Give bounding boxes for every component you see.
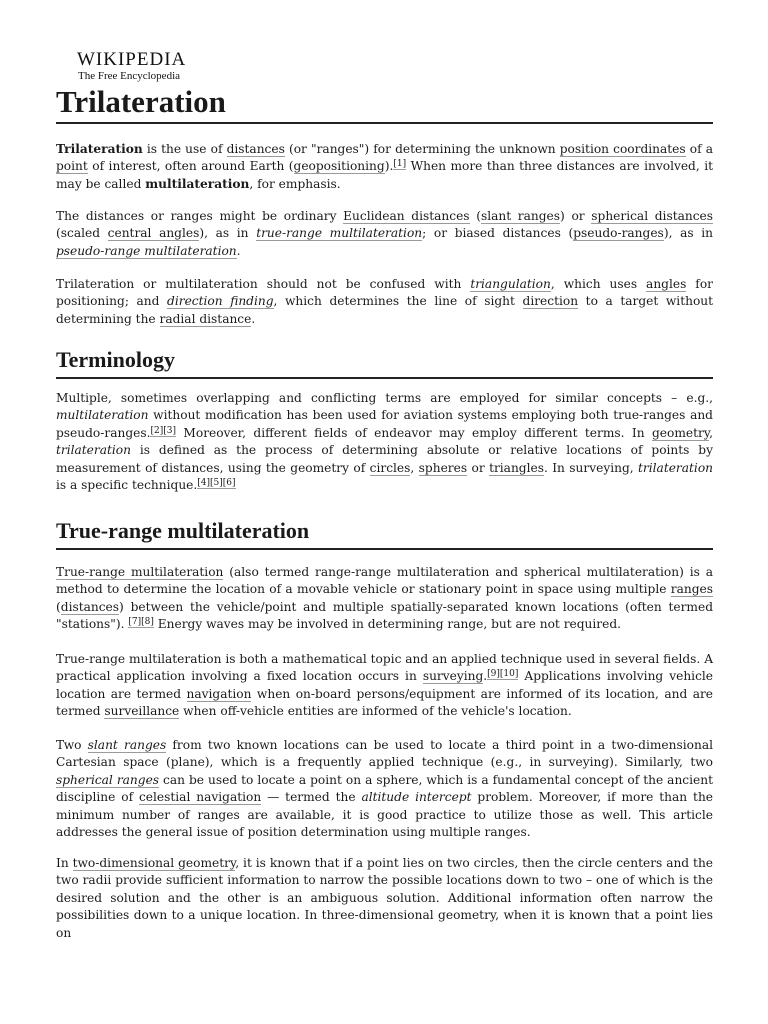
citation-2[interactable]: [2] [150,425,164,436]
link-direction[interactable]: direction [522,294,579,309]
trm-section-3 [56,737,713,841]
link-point[interactable]: point [56,159,88,174]
link-euclidean-distances[interactable]: Euclidean distances [343,209,470,223]
link-slant-ranges[interactable]: slant ranges [87,738,167,752]
logo-wordmark: WIKIPEDIA [77,49,187,70]
wikipedia-logo[interactable] [77,50,186,82]
link-spherical-ranges[interactable]: spherical ranges [56,772,160,787]
page-title: Trilateration [56,84,713,124]
terminology-section [56,346,713,494]
link-navigation[interactable]: navigation [186,686,252,701]
trm-paragraph-4: In two-dimensional geometry, it is known that if a point lies on two circles, then the circle centers and the two radii provide sufficient information to narrow the possible locations down to two – one of which is the desired solution and the other is an ambiguous solution. Additional information often narrow the possibilities down to a unique location. In three-dimensional geometry, when it is known that a point lies on [56,856,714,940]
link-distances[interactable]: distances [60,599,120,614]
link-distances[interactable]: distances [226,142,285,156]
trm-paragraph-1: True-range multilateration (also termed range-range multilateration and spherical multilateration) is a method to determine the location of a movable vehicle or stationary point in space using multiple ranges (distances) between the vehicle/point and multiple spatially-separated known locations (often termed "stations"). [7][8] Energy waves may be involved in determining range, but are not required. [56,565,713,632]
link-direction-finding[interactable]: direction finding [167,294,274,309]
link-ranges[interactable]: ranges [670,582,713,597]
intro-section [56,141,713,193]
bold-term: multilateration [145,176,250,191]
link-triangulation[interactable]: triangulation [470,277,551,291]
trm-section-4 [56,855,713,942]
true-range-section [56,517,713,634]
link-geopositioning[interactable]: geopositioning [293,159,385,174]
link-slant-ranges[interactable]: slant ranges [480,209,561,223]
trm-paragraph-3: Two slant ranges from two known locations can be used to locate a third point in a two-dimensional Cartesian space (plane), which is a frequently applied technique (e.g., in surveying). Similarly, two spherical ranges can be used to locate a point on a sphere, which is a fundamental concept of the ancient discipline of celestial navigation — termed the altitude intercept problem. Moreover, if more than the minimum number of ranges are available, it is good practice to utilize those as well. This article addresses the general issue of position determination using multiple ranges. [56,738,714,840]
link-surveillance[interactable]: surveillance [104,704,180,719]
link-circles[interactable]: circles [369,460,411,475]
citation-6[interactable]: [6] [222,478,236,489]
link-triangles[interactable]: triangles [489,460,544,475]
trm-section-2 [56,651,713,721]
link-angles[interactable]: angles [646,277,687,291]
citation-5[interactable]: [5] [210,478,223,489]
link-position-coordinates[interactable]: position coordinates [559,142,686,156]
link-spherical-distances[interactable]: spherical distances [591,209,714,223]
citation-3[interactable]: [3] [163,425,176,436]
citation-4[interactable]: [4] [197,478,211,489]
intro-paragraph-2: The distances or ranges might be ordinary Euclidean distances (slant ranges) or spherical distances (scaled central angles), as in true-range multilateration; or biased distances (pseudo-ranges), as in pseudo-range multilateration. [56,209,714,258]
link-true-range-multilateration[interactable]: true-range multilateration [256,226,423,241]
link-two-dimensional-geometry[interactable]: two-dimensional geometry [72,856,236,870]
intro-section-3 [56,276,713,328]
link-celestial-navigation[interactable]: celestial navigation [138,790,262,805]
citation-9[interactable]: [9] [487,669,500,680]
heading-terminology: Terminology [56,346,713,379]
trm-paragraph-2: True-range multilateration is both a mathematical topic and an applied technique used in several fields. A practical application involving a fixed location occurs in surveying.[9][10] Applications involving vehicle location are termed navigation when on-board persons/equipment are informed of its location, and are termed surveillance when off-vehicle entities are informed of the vehicle's location. [56,652,714,719]
citation-1[interactable]: [1] [393,159,407,170]
link-pseudo-range-multilateration[interactable]: pseudo-range multilateration [56,243,237,258]
link-geometry[interactable]: geometry [652,425,710,440]
link-central-angles[interactable]: central angles [107,226,200,241]
intro-section-2 [56,208,713,260]
link-spheres[interactable]: spheres [418,460,468,475]
intro-paragraph-3: Trilateration or multilateration should not be confused with triangulation, which uses angles for positioning; and direction finding, which determines the line of sight direction to a target without determining the radial distance. [56,277,714,326]
link-surveying[interactable]: surveying [422,669,484,684]
bold-term: Trilateration [56,142,143,156]
logo-tagline: The Free Encyclopedia [78,70,181,82]
terminology-paragraph: Multiple, sometimes overlapping and conflicting terms are employed for similar concepts – e.g., multilateration without modification has been used for aviation systems employing both true-ranges and pseudo-ranges.[2][3] Moreover, different fields of endeavor may employ different terms. In geometry, trilateration is defined as the process of determining absolute or relative locations of points by measurement of distances, using the geometry of circles, spheres or triangles. In surveying, trilateration is a specific technique.[4][5][6] [56,391,714,493]
citation-8[interactable]: [8] [141,617,154,628]
heading-true-range-multilateration: True-range multilateration [56,517,713,550]
intro-paragraph-1: Trilateration is the use of distances (or "ranges") for determining the unknown position coordinates of a point of interest, often around Earth (geopositioning).[1] When more than three distances are involved, it may be called multilateration, for emphasis. [56,142,714,191]
link-radial-distance[interactable]: radial distance [159,311,252,326]
link-pseudo-ranges[interactable]: pseudo-ranges [573,226,664,241]
link-true-range-multilateration[interactable]: True-range multilateration [56,565,224,579]
citation-10[interactable]: [10] [499,669,519,680]
citation-7[interactable]: [7] [128,617,142,628]
